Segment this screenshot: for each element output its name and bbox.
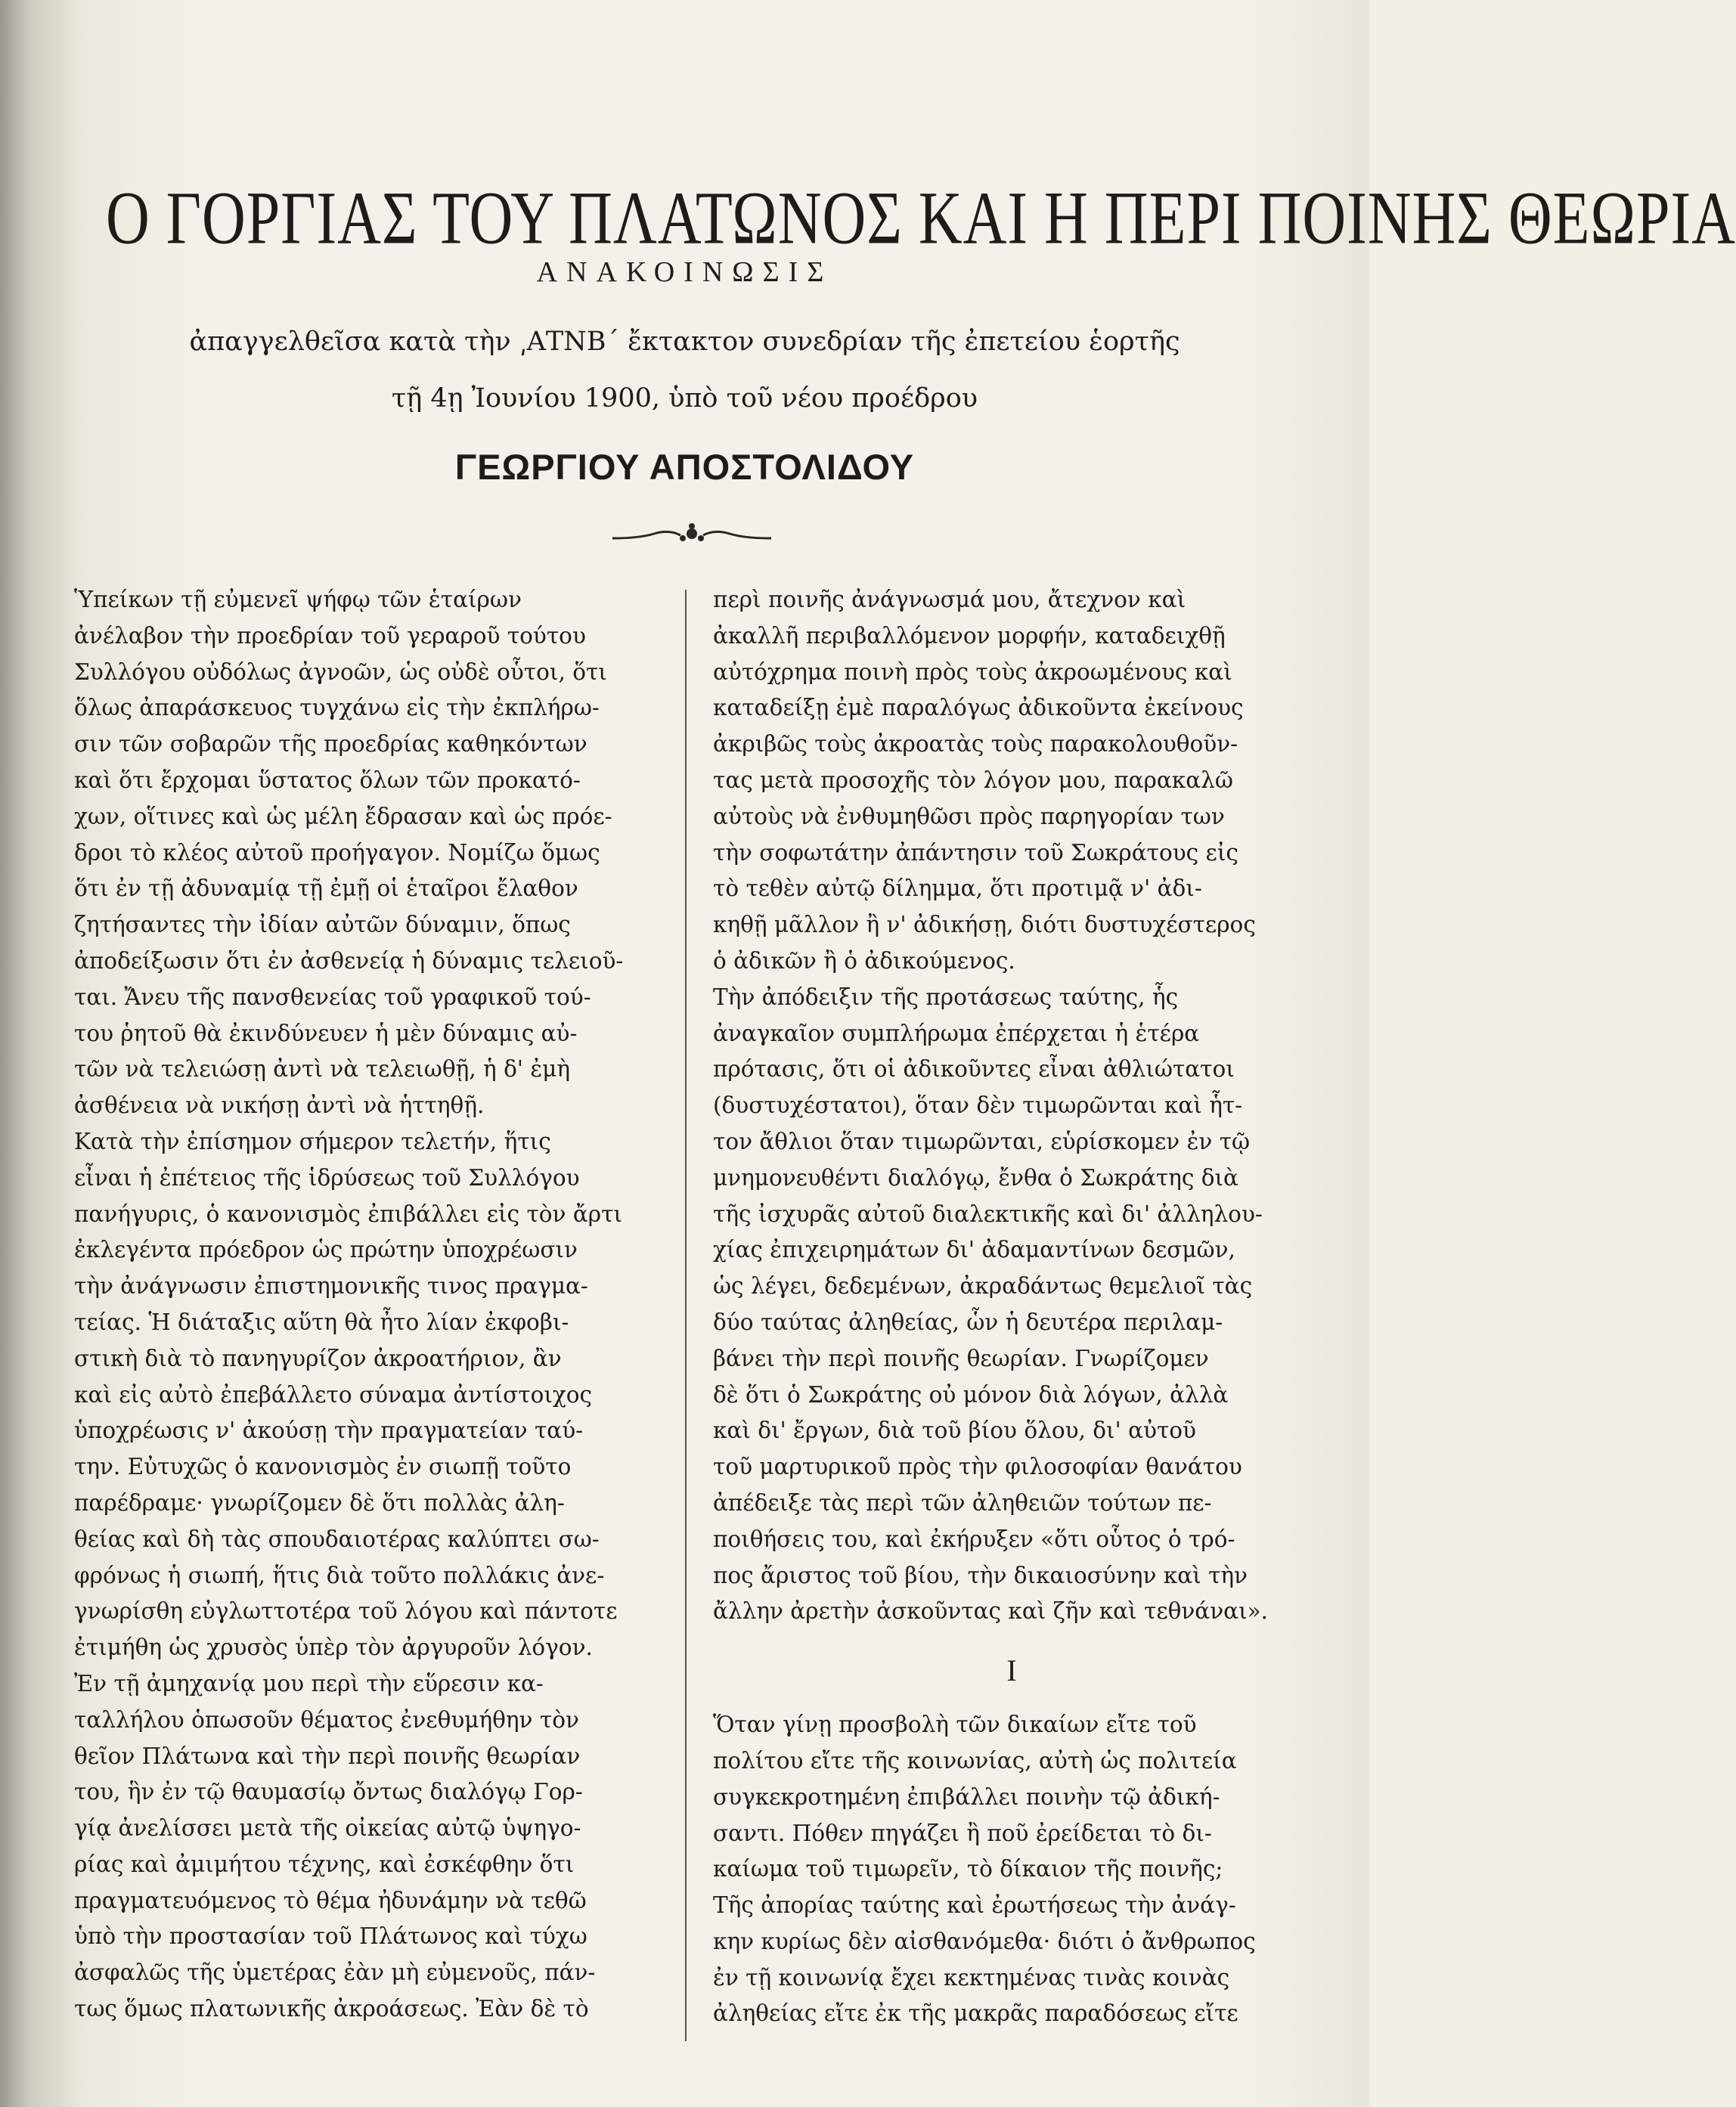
right-column <box>713 582 1310 2032</box>
left-column <box>74 582 679 2028</box>
intro-line-2: τῇ 4ῃ Ἰουνίου 1900, ὑπὸ τοῦ νέου προέδρου <box>391 383 978 414</box>
intro-line-1: ἀπαγγελθεῖσα κατὰ τὴν ͵ΑΤΝΒ΄ ἔκτακτον συνεδρίαν τῆς ἐπετείου ἑορτῆς <box>189 327 1180 357</box>
paragraph-3: Ἐν τῇ ἀμηχανίᾳ μου περὶ τὴν εὕρεσιν κα- ταλλήλου ὁπωσοῦν θέματος ἐνεθυμήθην τὸν θεῖον Πλάτωνα καὶ τὴν περὶ ποινῆς θεωρίαν του, ἣν ἐν τῷ θαυμασίῳ ὄντως διαλόγῳ Γορ- γίᾳ ἀνελίσσει μετὰ τῆς οἰκείας αὐτῷ ὑψηγο- ρίας καὶ ἀμιμήτου τέχνης, καὶ ἐσκέφθην ὅτι πραγματευόμενος τὸ θέμα ἠδυνάμην νὰ τεθῶ ὑπὸ τὴν προστασίαν τοῦ Πλάτωνος καὶ τύχω ἀσφαλῶς τῆς ὑμετέρας ἐὰν μὴ εὐμενοῦς, πάν- τως ὅμως πλατωνικῆς ἀκροάσεως. Ἐὰν δὲ τὸ <box>74 1670 596 2022</box>
paragraph-2: Κατὰ τὴν ἐπίσημον σήμερον τελετήν, ἥτις εἶναι ἡ ἐπέτειος τῆς ἱδρύσεως τοῦ Συλλόγου πανήγυρις, ὁ κανονισμὸς ἐπιβάλλει εἰς τὸν ἄρτι ἐκλεγέντα πρόεδρον ὡς πρώτην ὑποχρέωσιν τὴν ἀνάγνωσιν ἐπιστημονικῆς τινος πραγμα- τείας. Ἡ διάταξις αὕτη θὰ ἦτο λίαν ἐκφοβι- στικὴ διὰ τὸ πανηγυρίζον ἀκροατήριον, ἂν καὶ εἰς αὐτὸ ἐπεβάλλετο σύναμα ἀντίστοιχος ὑποχρέωσις ν' ἀκούσῃ τὴν πραγματείαν ταύ- την. Εὐτυχῶς ὁ κανονισμὸς ἐν σιωπῇ τοῦτο παρέδραμε· γνωρίζομεν δὲ ὅτι πολλὰς ἀλη- θείας καὶ δὴ τὰς σπουδαιοτέρας καλύπτει σω- φρόνως ἡ σιωπή, ἥτις διὰ τοῦτο πολλάκις ἀνε- γνωρίσθη εὐγλωττοτέρα τοῦ λόγου καὶ πάντοτε ἐτιμήθη ὡς χρυσὸς ὑπὲρ τὸν ἀργυροῦν λόγον. <box>74 1128 622 1661</box>
column-divider <box>685 590 687 2041</box>
section-heading: I <box>1006 1653 1017 1688</box>
author-name: ΓΕΩΡΓΙΟΥ ΑΠΟΣΤΟΛΙΔΟΥ <box>454 447 915 487</box>
paragraph-5: Τὴν ἀπόδειξιν τῆς προτάσεως ταύτης, ἧς ἀναγκαῖον συμπλήρωμα ἐπέρχεται ἡ ἑτέρα πρότασις, ὅτι οἱ ἀδικοῦντες εἶναι ἀθλιώτατοι (δυστυχέστατοι), ὅταν δὲν τιμωρῶνται καὶ ἧτ- τον ἄθλιοι ὅταν τιμωρῶνται, εὑρίσκομεν ἐν τῷ μνημονευθέντι διαλόγῳ, ἔνθα ὁ Σωκράτης διὰ τῆς ἰσχυρᾶς αὐτοῦ διαλεκτικῆς καὶ δι' ἀλληλου- χίας ἐπιχειρημάτων δι' ἀδαμαντίνων δεσμῶν, ὡς λέγει, δεδεμένων, ἀκραδάντως θεμελιοῖ τὰς δύο ταύτας ἀληθείας, ὧν ἡ δευτέρα περιλαμ- βάνει τὴν περὶ ποινῆς θεωρίαν. Γνωρίζομεν δὲ ὅτι ὁ Σωκράτης οὐ μόνον διὰ λόγων, ἀλλὰ καὶ δι' ἔργων, διὰ τοῦ βίου ὅλου, δι' αὐτοῦ τοῦ μαρτυρικοῦ πρὸς τὴν φιλοσοφίαν θανάτου ἀπέδειξε τὰς περὶ τῶν ἀληθειῶν τούτων πε- ποιθήσεις του, καὶ ἐκήρυξεν «ὅτι οὗτος ὁ τρό- πος ἄριστος τοῦ βίου, τὴν δικαιοσύνην καὶ τὴν ἄλλην ἀρετὴν ἀσκοῦντας καὶ ζῆν καὶ τεθνάναι». <box>713 984 1269 1625</box>
article-subtitle: ΑΝΑΚΟΙΝΩΣΙΣ <box>536 256 833 288</box>
paragraph-1: Ὑπείκων τῇ εὐμενεῖ ψήφῳ τῶν ἑταίρων ἀνέλαβον τὴν προεδρίαν τοῦ γεραροῦ τούτου Συλλόγου οὐδόλως ἀγνοῶν, ὡς οὐδὲ οὗτοι, ὅτι ὅλως ἀπαράσκευος τυγχάνω εἰς τὴν ἐκπλήρω- σιν τῶν σοβαρῶν τῆς προεδρίας καθηκόντων καὶ ὅτι ἔρχομαι ὕστατος ὅλων τῶν προκατό- χων, οἵτινες καὶ ὡς μέλη ἔδρασαν καὶ ὡς πρόε- δροι τὸ κλέος αὐτοῦ προήγαγον. Νομίζω ὅμως ὅτι ἐν τῇ ἀδυναμίᾳ τῇ ἐμῇ οἱ ἑταῖροι ἔλαθον ζητήσαντες τὴν ἰδίαν αὐτῶν δύναμιν, ὅπως ἀποδείξωσιν ὅτι ἐν ἀσθενείᾳ ἡ δύναμις τελειοῦ- ται. Ἄνευ τῆς πανσθενείας τοῦ γραφικοῦ τού- του ῥητοῦ θὰ ἐκινδύνευεν ἡ μὲν δύναμις αὐ- τῶν νὰ τελειώσῃ ἀντὶ νὰ τελειωθῇ, ἡ δ' ἐμὴ ἀσθένεια νὰ νικήσῃ ἀντὶ νὰ ἡττηθῇ. <box>74 587 624 1119</box>
ornament-divider-icon <box>609 522 775 549</box>
paragraph-6: Ὅταν γίνῃ προσβολὴ τῶν δικαίων εἴτε τοῦ πολίτου εἴτε τῆς κοινωνίας, αὐτὴ ὡς πολιτεία συγκεκροτημένη ἐπιβάλλει ποινὴν τῷ ἀδική- σαντι. Πόθεν πηγάζει ἢ ποῦ ἐρείδεται τὸ δι- καίωμα τοῦ τιμωρεῖν, τὸ δίκαιον τῆς ποινῆς; Τῆς ἀπορίας ταύτης καὶ ἐρωτήσεως τὴν ἀνάγ- κην κυρίως δὲν αἰσθανόμεθα· διότι ὁ ἄνθρωπος ἐν τῇ κοινωνίᾳ ἔχει κεκτημένας τινὰς κοινὰς ἀληθείας εἴτε ἐκ τῆς μακρᾶς παραδόσεως εἴτε <box>713 1712 1256 2027</box>
article-title: Ο ΓΟΡΓΙΑΣ ΤΟΥ ΠΛΑΤΩΝΟΣ ΚΑΙ Η ΠΕΡΙ ΠΟΙΝΗΣ ΘΕΩΡΙΑ <box>106 176 1736 260</box>
paragraph-4: περὶ ποινῆς ἀνάγνωσμά μου, ἄτεχνον καὶ ἀκαλλῆ περιβαλλόμενον μορφήν, καταδειχθῇ αὐτόχρημα ποινὴ πρὸς τοὺς ἀκροωμένους καὶ καταδείξῃ ἐμὲ παραλόγως ἀδικοῦντα ἐκείνους ἀκριβῶς τοὺς ἀκροατὰς τοὺς παρακολουθοῦν- τας μετὰ προσοχῆς τὸν λόγον μου, παρακαλῶ αὐτοὺς νὰ ἐνθυμηθῶσι πρὸς παρηγορίαν των τὴν σοφωτάτην ἀπάντησιν τοῦ Σωκράτους εἰς τὸ τεθὲν αὐτῷ δίλημμα, ὅτι προτιμᾷ ν' ἀδι- κηθῇ μᾶλλον ἢ ν' ἀδικήσῃ, διότι δυστυχέστερος ὁ ἀδικῶν ἢ ὁ ἀδικούμενος. <box>713 587 1256 974</box>
